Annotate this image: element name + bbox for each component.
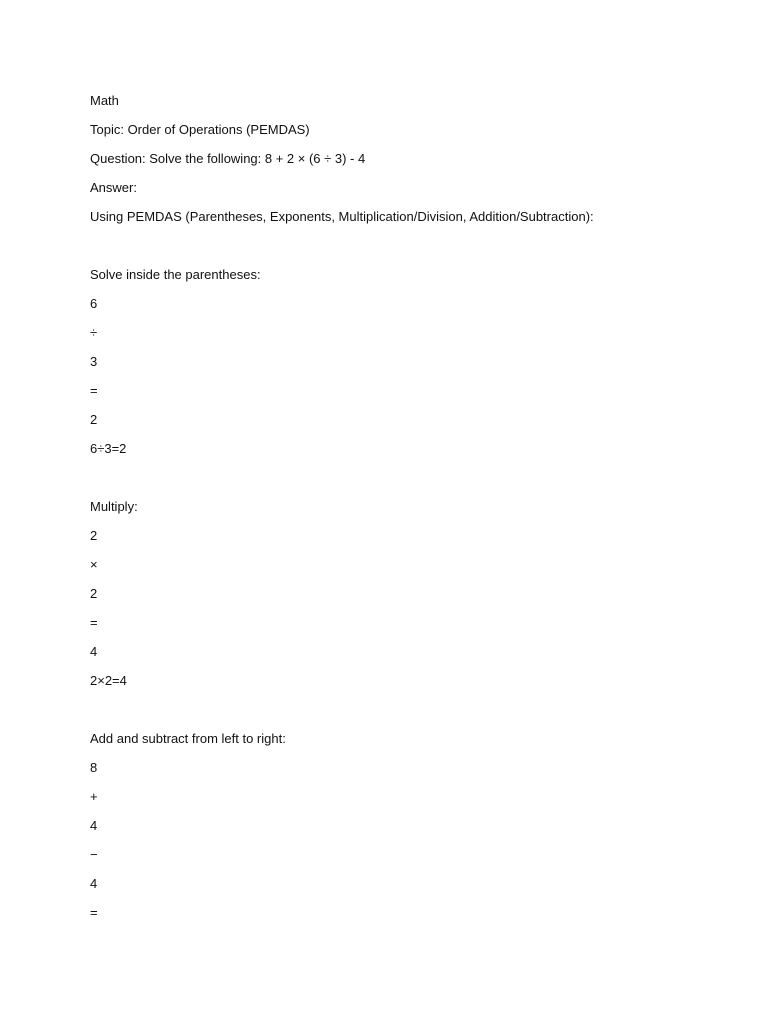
step3-token: + [90, 789, 98, 804]
answer-label: Answer: [90, 180, 137, 195]
topic-line: Topic: Order of Operations (PEMDAS) [90, 122, 310, 137]
step1-token: 3 [90, 354, 98, 369]
step2-token: 2 [90, 586, 98, 601]
step1-token: ÷ [90, 325, 98, 340]
step2-token: 2 [90, 528, 98, 543]
step1-token: 6 [90, 296, 98, 311]
subject-line: Math [90, 93, 119, 108]
step1-token: 2 [90, 412, 98, 427]
step2-token: = [90, 615, 98, 630]
step3-heading: Add and subtract from left to right: [90, 731, 286, 746]
step1-heading: Solve inside the parentheses: [90, 267, 261, 282]
step2-heading: Multiply: [90, 499, 138, 514]
spacer [90, 470, 730, 486]
step3-token: − [90, 847, 98, 862]
step2-token: × [90, 557, 98, 572]
step3-token: = [90, 905, 98, 920]
document-body [90, 93, 730, 934]
spacer [90, 238, 730, 254]
step1-token: = [90, 383, 98, 398]
step3-token: 4 [90, 876, 98, 891]
step2-token: 4 [90, 644, 98, 659]
spacer [90, 702, 730, 718]
question-line: Question: Solve the following: 8 + 2 × (6 ÷ 3) - 4 [90, 151, 366, 166]
step2-inline: 2×2=4 [90, 673, 127, 688]
step3-token: 8 [90, 760, 98, 775]
step3-token: 4 [90, 818, 98, 833]
method-line: Using PEMDAS (Parentheses, Exponents, Multiplication/Division, Addition/Subtraction): [90, 209, 594, 224]
step1-inline: 6÷3=2 [90, 441, 127, 456]
